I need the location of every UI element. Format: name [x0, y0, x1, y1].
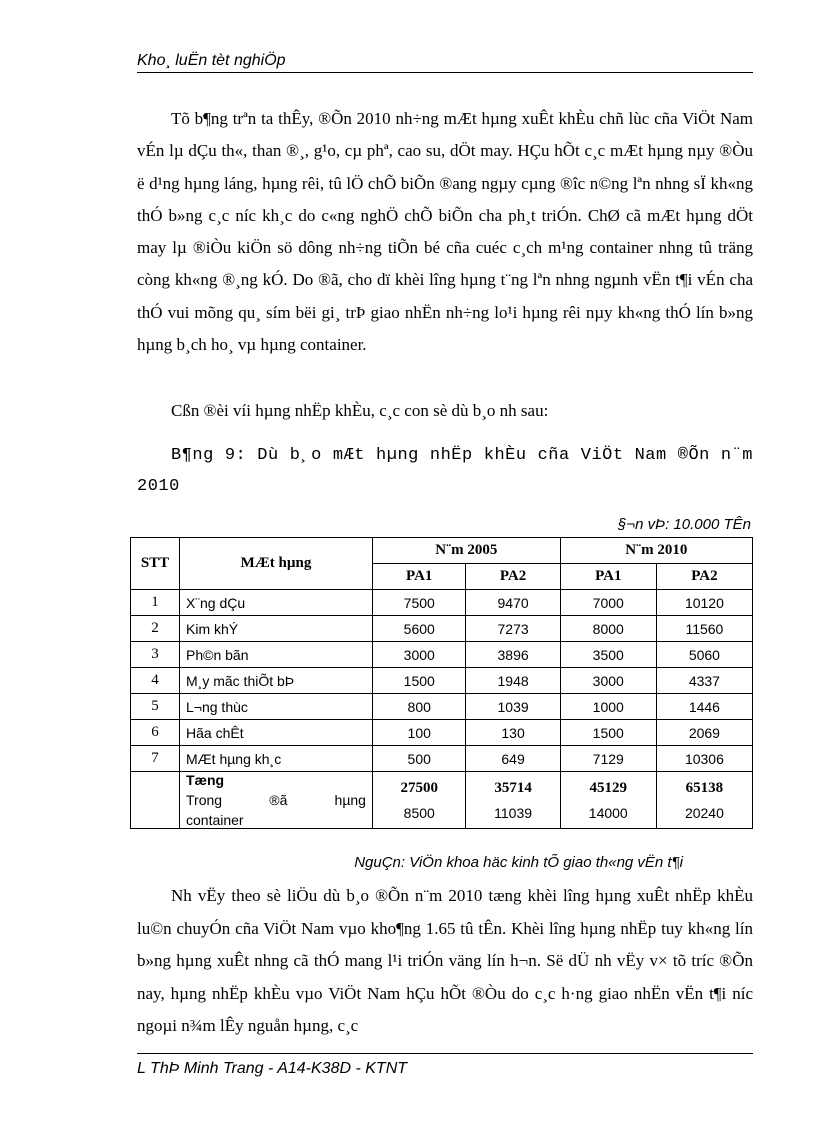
container-value: 20240: [684, 804, 724, 821]
cell-2005-pa2: 649: [466, 746, 560, 772]
header-2005: N¨m 2005: [373, 538, 561, 564]
cell-2005-pa1: 1500: [373, 668, 466, 694]
cell-stt: 3: [131, 642, 180, 668]
cell-stt-empty: [131, 772, 180, 829]
cell-item: MÆt hµng kh¸c: [180, 746, 373, 772]
cell-2005-pa1: 500: [373, 746, 466, 772]
container-value: 8500: [403, 804, 435, 821]
cell-stt: 6: [131, 720, 180, 746]
table-row: [131, 694, 753, 720]
cell-total-2005-pa1: [373, 772, 466, 829]
cell-stt: 4: [131, 668, 180, 694]
table-row: [131, 616, 753, 642]
container-label-word: container: [186, 812, 244, 828]
page-footer: L ThÞ Minh Trang - A14-K38D - KTNT: [137, 1053, 753, 1078]
table-caption: B¶ng 9: Dù b¸o mÆt hµng nhËp khÈu cña ViÖt Nam ®Õn n¨m 2010: [137, 446, 753, 496]
cell-2005-pa2: 9470: [466, 590, 560, 616]
cell-2005-pa2: 130: [466, 720, 560, 746]
cell-2005-pa1: 7500: [373, 590, 466, 616]
table-row: [131, 668, 753, 694]
cell-2005-pa2: 1039: [466, 694, 560, 720]
cell-2010-pa1: 3000: [560, 668, 656, 694]
cell-2005-pa1: 800: [373, 694, 466, 720]
header-2005-pa2: PA2: [466, 564, 560, 590]
header-2005-pa1: PA1: [373, 564, 466, 590]
page-header: Kho¸ luËn tèt nghiÖp: [137, 52, 753, 73]
cell-2010-pa2: 10120: [656, 590, 752, 616]
cell-2010-pa1: 1000: [560, 694, 656, 720]
cell-stt: 1: [131, 590, 180, 616]
total-label: Tæng: [186, 772, 225, 788]
import-forecast-table: [130, 537, 753, 829]
header-2010: N¨m 2010: [560, 538, 752, 564]
cell-item: Ph©n bãn: [180, 642, 373, 668]
cell-2010-pa1: 7129: [560, 746, 656, 772]
cell-stt: 5: [131, 694, 180, 720]
cell-2010-pa1: 8000: [560, 616, 656, 642]
container-value: 14000: [588, 804, 628, 821]
cell-item: X¨ng dÇu: [180, 590, 373, 616]
header-stt: STT: [131, 538, 180, 590]
total-value: 45129: [589, 779, 627, 796]
cell-2005-pa1: 5600: [373, 616, 466, 642]
table-row: [131, 746, 753, 772]
container-value: 11039: [494, 804, 533, 821]
paragraph-import-intro: Cßn ®èi víi hµng nhËp khÈu, c¸c con sè dù b¸o nh sau:: [171, 401, 549, 420]
cell-2005-pa1: 3000: [373, 642, 466, 668]
table-source: NguÇn: ViÖn khoa häc kinh tÕ giao th«ng vËn t¶i: [354, 854, 683, 871]
cell-2005-pa2: 1948: [466, 668, 560, 694]
total-value: 65138: [685, 779, 724, 796]
cell-2010-pa2: 5060: [656, 642, 752, 668]
paragraph-export-analysis: Tõ b¶ng trªn ta thÊy, ®Õn 2010 nh÷ng mÆt hµng xuÊt khÈu chñ lùc cña ViÖt Nam vÉn lµ dÇu th«, than ®¸, g¹o, cµ phª, cao su, dÖt may. HÇu hÕt c¸c mÆt hµng nµy ®Òu ë d¹ng hµng láng, hµng rêi, tû lÖ chÕ biÕn ®ang ngµy cµng ®îc n©ng lªn nhng sÏ kh«ng thÓ b»ng c¸c níc kh¸c do c«ng nghÖ chÕ biÕn cha ph¸t triÓn. ChØ cã mÆt hµng dÖt may lµ ®iÒu kiÖn sö dông nh÷ng tiÕn bé cña cuéc c¸ch m¹ng container nhng tû träng còng kh«ng ®¸ng kÓ. Do ®ã, cho dï khèi lîng hµng t¨ng lªn nhng ngµnh vËn t¶i vÉn cha thÓ vui mõng qu¸ sím bëi gi¸ trÞ giao nhËn nh÷ng lo¹i hµng rêi nµy kh«ng thÓ lín b»ng hµng b¸ch ho¸ vµ hµng container.: [137, 109, 753, 355]
cell-item: Hãa chÊt: [180, 720, 373, 746]
cell-2010-pa2: 10306: [656, 746, 752, 772]
cell-item: Kim khÝ: [180, 616, 373, 642]
cell-2010-pa2: 4337: [656, 668, 752, 694]
table-row: [131, 642, 753, 668]
table-total-row: [131, 772, 753, 829]
cell-item: M¸y mãc thiÕt bÞ: [180, 668, 373, 694]
container-label: [186, 792, 366, 808]
paragraph-volume-analysis: Nh vËy theo sè liÖu dù b¸o ®Õn n¨m 2010 tæng khèi lîng hµng xuÊt nhËp khÈu lu©n chuyÓn cña ViÖt Nam vµo kho¶ng 1.65 tû tÊn. Khèi lîng hµng nhËp tuy kh«ng lín b»ng hµng xuÊt nhng cã thÓ mang l¹i triÓn väng lín h¬n. Së dÜ nh vËy v× tõ tríc ®Õn nay, hµng nhËp khÈu vµo ViÖt Nam hÇu hÕt ®Òu do c¸c h·ng giao nhËn vËn t¶i níc ngoµi n¾m lÊy nguån hµng, c¸c: [137, 886, 753, 1035]
cell-total-2010-pa2: [656, 772, 752, 829]
container-label-word: Trong: [186, 792, 223, 808]
cell-total-2010-pa1: [560, 772, 656, 829]
container-label-word: ®ã: [269, 792, 288, 808]
cell-2010-pa1: 1500: [560, 720, 656, 746]
total-value: 27500: [400, 779, 438, 796]
total-value: 35714: [494, 779, 532, 796]
cell-stt: 7: [131, 746, 180, 772]
cell-2005-pa2: 3896: [466, 642, 560, 668]
cell-stt: 2: [131, 616, 180, 642]
cell-2010-pa2: 2069: [656, 720, 752, 746]
cell-item: L¬ng thùc: [180, 694, 373, 720]
table-unit: §¬n vÞ: 10.000 TÊn: [617, 516, 751, 533]
cell-2005-pa1: 100: [373, 720, 466, 746]
cell-2005-pa2: 7273: [466, 616, 560, 642]
table-row: [131, 590, 753, 616]
container-label-word: hµng: [334, 792, 366, 808]
cell-2010-pa1: 7000: [560, 590, 656, 616]
cell-2010-pa2: 11560: [656, 616, 752, 642]
cell-total-label: [180, 772, 373, 829]
cell-2010-pa1: 3500: [560, 642, 656, 668]
table-row: [131, 720, 753, 746]
cell-total-2005-pa2: [466, 772, 560, 829]
header-item: MÆt hµng: [180, 538, 373, 590]
cell-2010-pa2: 1446: [656, 694, 752, 720]
header-2010-pa1: PA1: [560, 564, 656, 590]
header-2010-pa2: PA2: [656, 564, 752, 590]
